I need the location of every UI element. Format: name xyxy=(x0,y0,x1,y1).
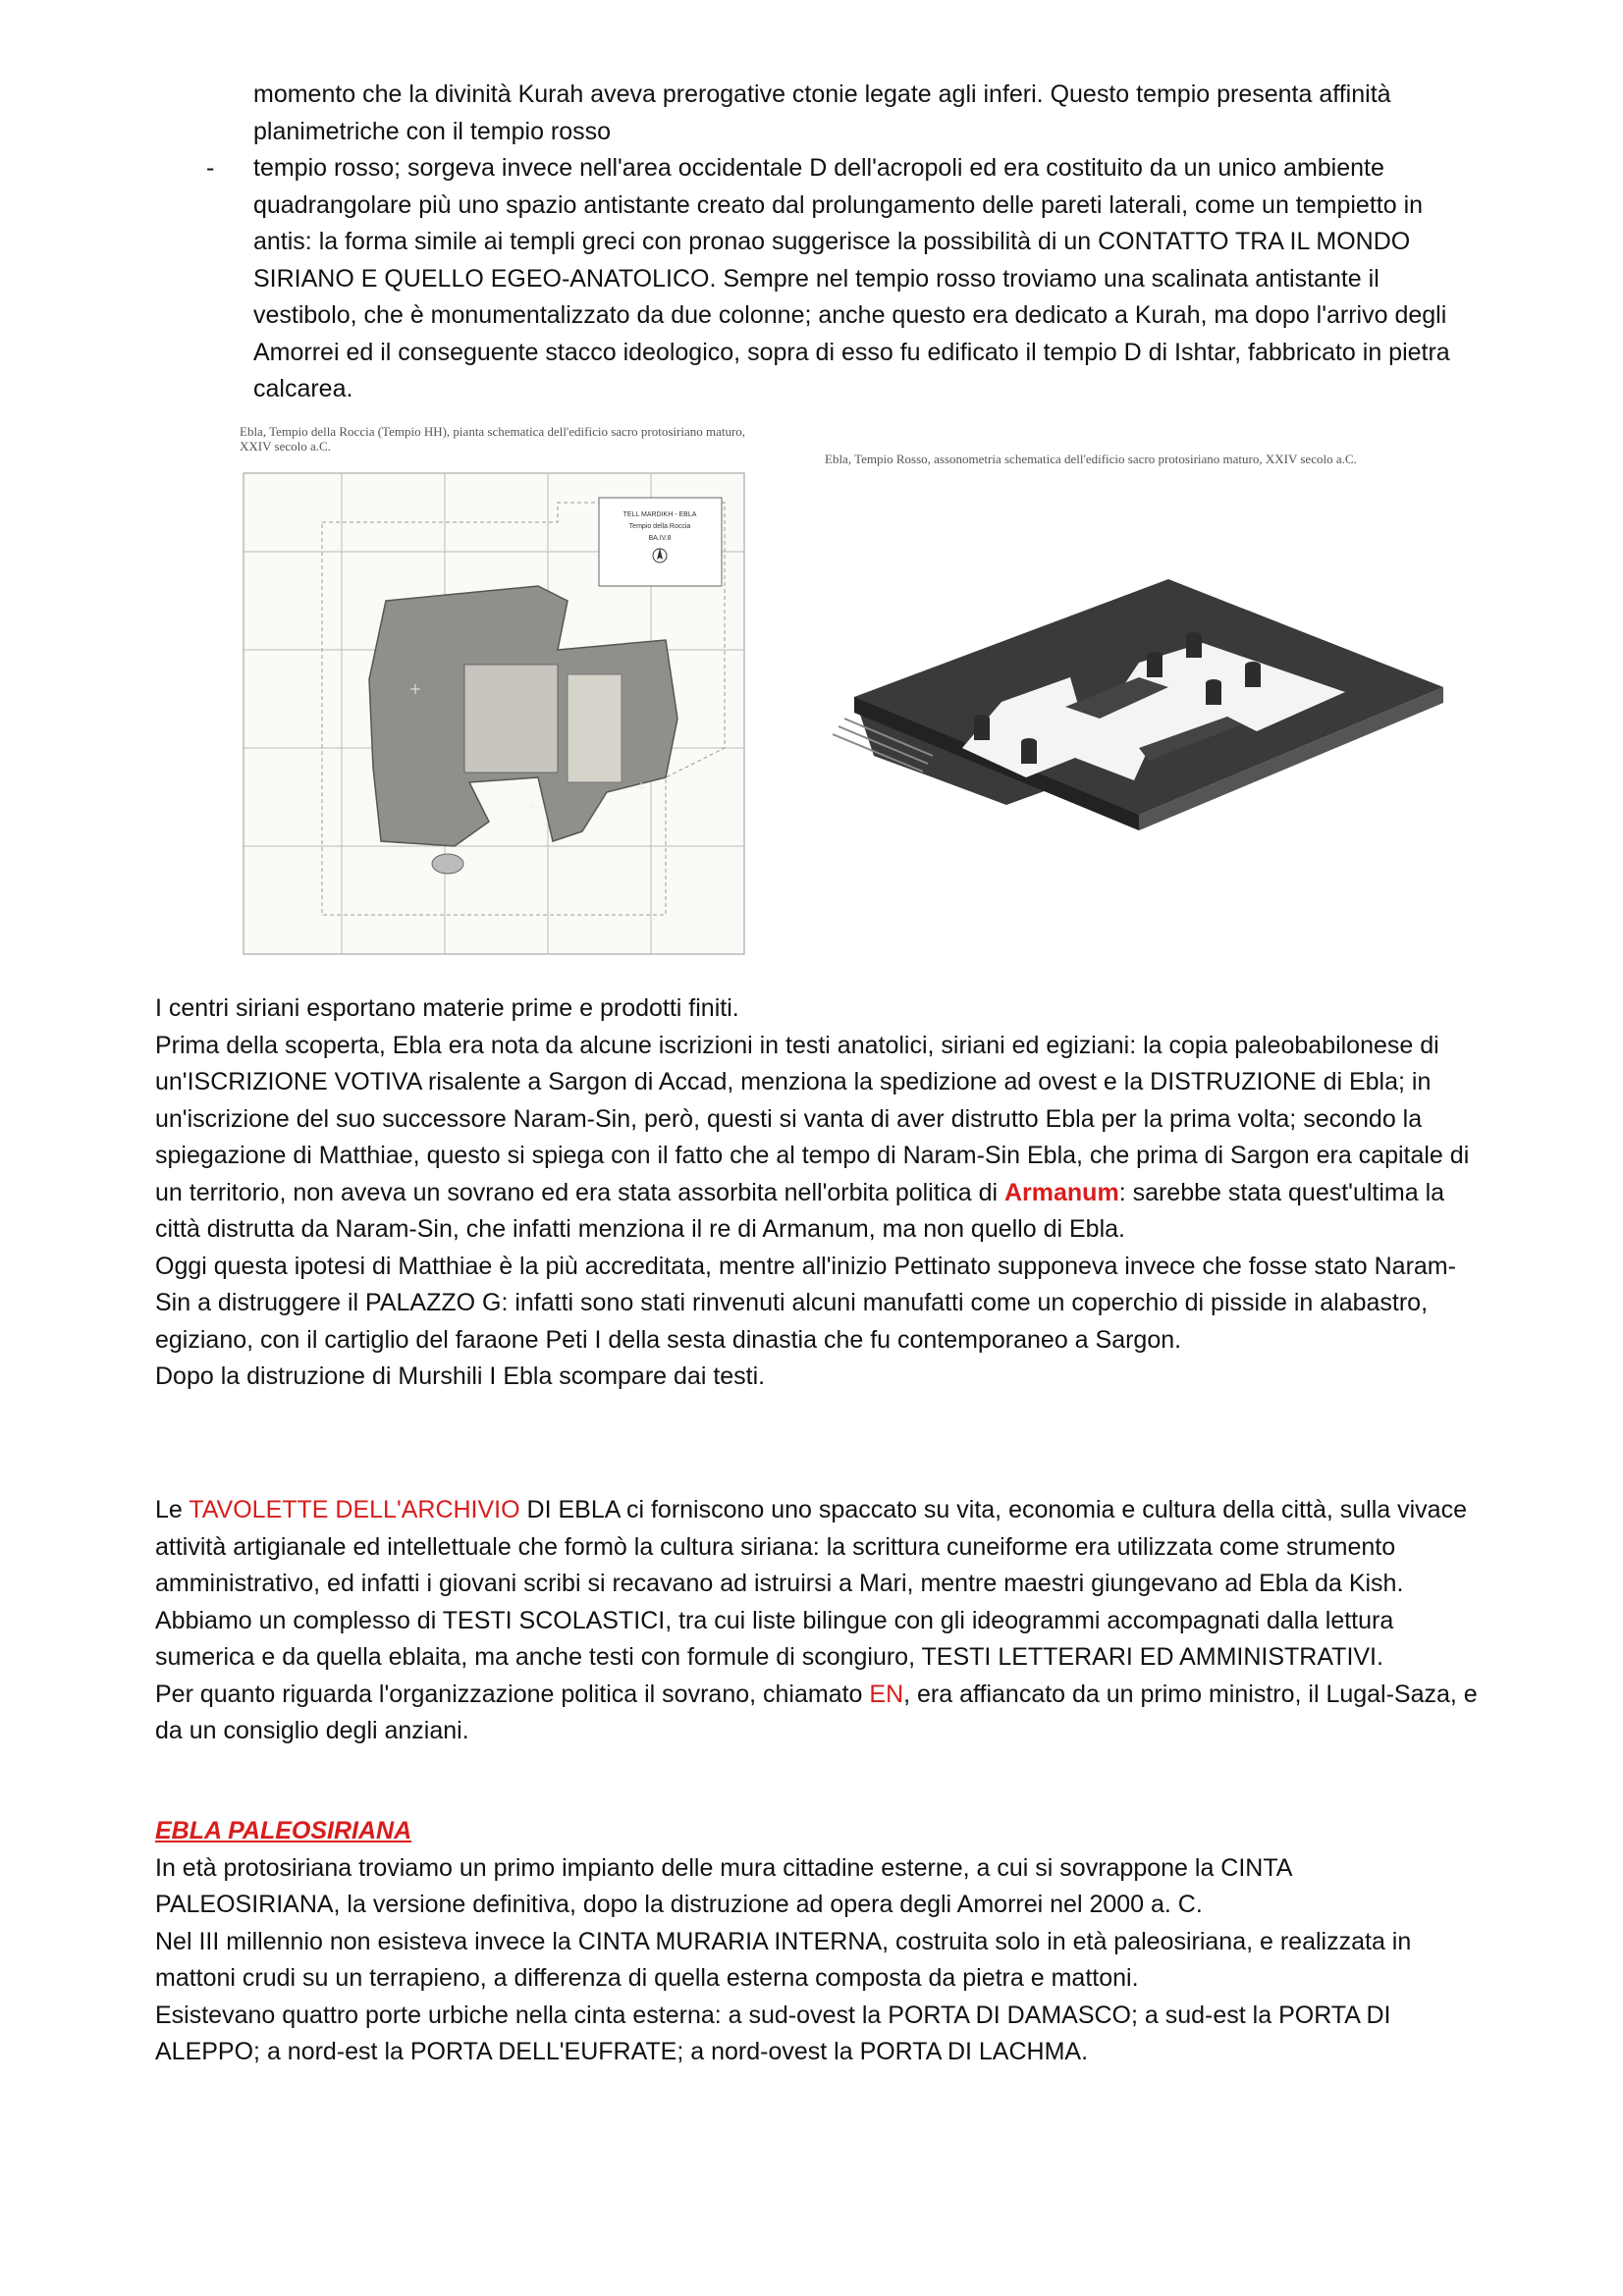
paragraph xyxy=(155,1492,1481,1677)
paragraph-text: Per quanto riguarda l'organizzazione politica il sovrano, chiamato xyxy=(155,1680,870,1708)
paragraph-text: Le xyxy=(155,1496,189,1523)
paragraph: I centri siriani esportano materie prime e prodotti finiti. xyxy=(155,994,739,1022)
paragraph-text: , era affiancato da un primo ministro, il Lugal-Saza, e da un consiglio degli anziani. xyxy=(155,1680,1478,1744)
paragraph-text: Prima della scoperta, Ebla era nota da alcune iscrizioni in testi anatolici, siriani ed egiziani: la copia paleobabilonese di un'ISCRIZIONE VOTIVA risalente a Sargon di Accad, menziona la spedizione ad ovest e la DISTRUZIONE di Ebla; in un'iscrizione del suo successore Naram-Sin, però, questi si vanta di aver distrutto Ebla per la prima volta; secondo la spiegazione di Matthiae, questo si spiega con il fatto che al tempo di Naram-Sin Ebla, che prima di Sargon era capitale di un territorio, non aveva un sovrano ed era stata assorbita nell'orbita politica di xyxy=(155,1031,1470,1206)
legend-line-2: Tempio della Roccia xyxy=(628,523,691,530)
list-bullet: - xyxy=(206,154,215,182)
list-item-text: tempio rosso; sorgeva invece nell'area occidentale D dell'acropoli ed era costituito da un unico ambiente quadrangolare più uno spazio antistante creato dal prolungamento delle pareti laterali, come un tempietto in antis: la forma simile ai templi greci con pronao suggerisce la possibilità di un CONTATTO TRA IL MONDO SIRIANO E QUELLO EGEO-ANATOLICO. Sempre nel tempio rosso troviamo una scalinata antistante il vestibolo, che è monumentalizzato da due colonne; anche questo era dedicato a Kurah, ma dopo l'arrivo degli Amorrei ed il conseguente stacco ideologico, sopra di esso fu edificato il tempio D di Ishtar, fabbricato in pietra calcarea. xyxy=(253,154,1450,402)
figure-caption-right: Ebla, Tempio Rosso, assonometria schematica dell'edificio sacro protosiriano maturo, XXIV secolo a.C. xyxy=(825,452,1357,466)
paragraph: Dopo la distruzione di Murshili I Ebla scompare dai testi. xyxy=(155,1362,766,1390)
section-tavolette xyxy=(155,1492,1481,1750)
highlight-en: EN xyxy=(869,1680,904,1708)
figure-caption-left: Ebla, Tempio della Roccia (Tempio HH), pianta schematica dell'edificio sacro protosiriano maturo, XXIV secolo a.C. xyxy=(240,424,746,454)
legend-line-1: TELL MARDIKH - EBLA xyxy=(622,511,697,518)
bullet-list xyxy=(206,77,1481,408)
paragraph-text: DI EBLA ci forniscono uno spaccato su vita, economia e cultura della città, sulla vivace attività artigianale ed intellettuale che formò la cultura siriana: la scrittura cuneiforme era utilizzata come strumento amministrativo, ed infatti i giovani scribi si recavano ad istruirsi a Mari, mentre maestri giungevano ad Ebla da Kish. Abbiamo un complesso di TESTI SCOLASTICI, tra cui liste bilingue con gli ideogrammi accompagnati dalla lettura sumerica e da quella eblaita, ma anche testi con formule di scongiuro, TESTI LETTERARI ED AMMINISTRATIVI. xyxy=(155,1496,1467,1671)
paragraph: In età protosiriana troviamo un primo impianto delle mura cittadine esterne, a cui si sovrappone la CINTA PALEOSIRIANA, la versione definitiva, dopo la distruzione ad opera degli Amorrei nel 2000 a. C. xyxy=(155,1853,1292,1918)
paragraph xyxy=(155,1028,1481,1249)
paragraph: Oggi questa ipotesi di Matthiae è la più accreditata, mentre all'inizio Pettinato supponeva invece che fosse stato Naram-Sin a distruggere il PALAZZO G: infatti sono stati rinvenuti alcuni manufatti come un coperchio di pisside in alabastro, egiziano, con il cartiglio del faraone Peti I della sesta dinastia che fu contemporaneo a Sargon. xyxy=(155,1252,1456,1354)
figure-tempio-rosso xyxy=(815,452,1448,883)
axonometric-drawing xyxy=(815,491,1448,883)
highlight-tavolette: TAVOLETTE DELL'ARCHIVIO xyxy=(189,1496,520,1523)
section-ebla-paleosiriana xyxy=(155,1813,1481,2071)
highlight-armanum: Armanum xyxy=(1004,1178,1119,1206)
figure-tempio-roccia xyxy=(234,424,756,984)
legend-line-3: BA.IV.8 xyxy=(648,535,672,542)
list-item-tempio-rosso xyxy=(206,150,1481,408)
section-heading: EBLA PALEOSIRIANA xyxy=(155,1817,412,1844)
list-item-continuation: momento che la divinità Kurah aveva prerogative ctonie legate agli inferi. Questo tempio presenta affinità planimetriche con il tempio rosso xyxy=(253,80,1391,145)
paragraph: Esistevano quattro porte urbiche nella cinta esterna: a sud-ovest la PORTA DI DAMASCO; a sud-est la PORTA DI ALEPPO; a nord-est la PORTA DELL'EUFRATE; a nord-ovest la PORTA DI LACHMA. xyxy=(155,2001,1391,2065)
paragraph xyxy=(155,1677,1481,1750)
plan-drawing xyxy=(234,454,756,984)
paragraph: Nel III millennio non esisteva invece la CINTA MURARIA INTERNA, costruita solo in età paleosiriana, e realizzata in mattoni crudi su un terrapieno, a differenza di quella esterna composta da pietra e mattoni. xyxy=(155,1927,1412,1992)
paragraph-text: : sarebbe stata quest'ultima la città distrutta da Naram-Sin, che infatti menziona il re di Armanum, ma non quello di Ebla. xyxy=(155,1178,1445,1243)
section-ebla-history xyxy=(155,990,1481,1396)
